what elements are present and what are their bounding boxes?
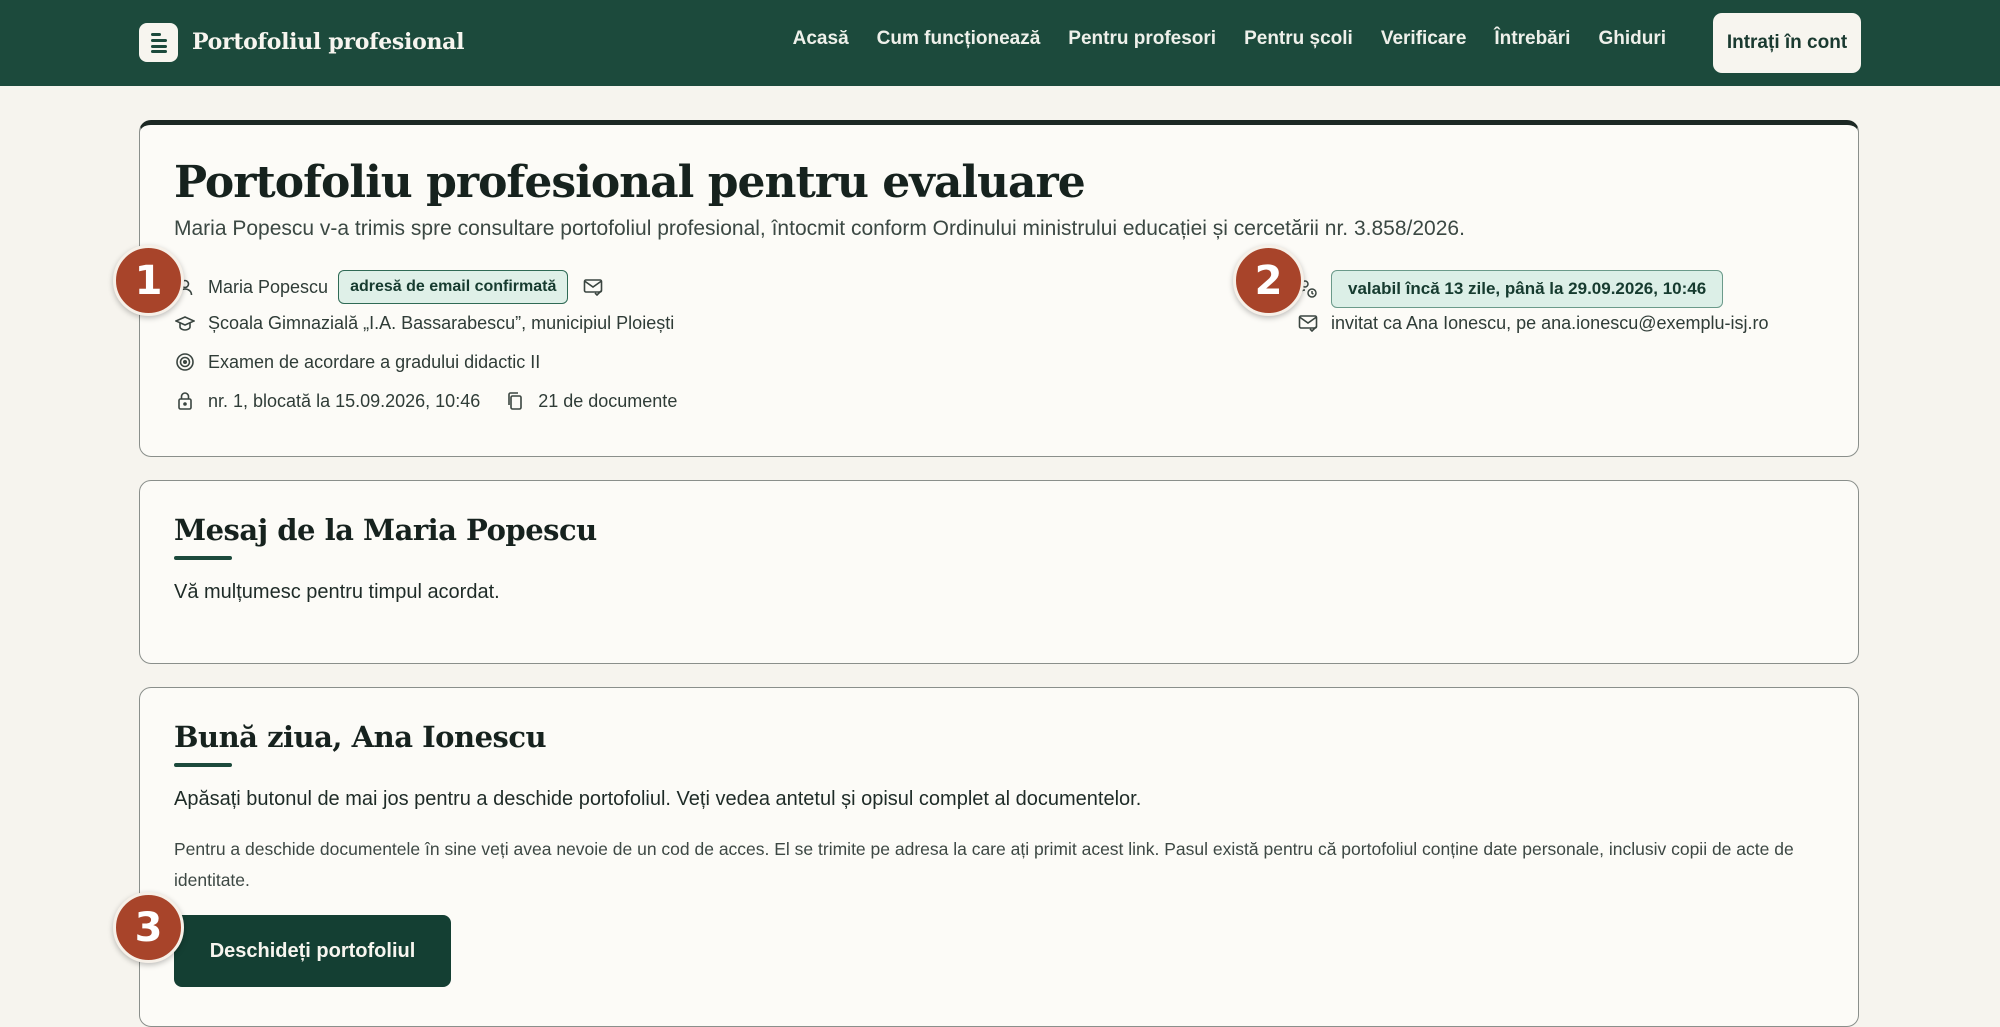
- brand-link[interactable]: [139, 22, 464, 62]
- school-name: Școala Gimnazială „I.A. Bassarabescu”, municipiul Ploiești: [208, 312, 675, 333]
- title-underline: [174, 763, 232, 767]
- validity-row: [1297, 270, 1723, 308]
- message-body: Vă mulțumesc pentru timpul acordat.: [174, 581, 500, 603]
- step-marker-2: 2: [1233, 245, 1304, 316]
- portfolio-subtitle: Maria Popescu v-a trimis spre consultare portofoliul profesional, întocmit conform Ordinului ministrului educației și cercetării nr. 3.858/2026.: [174, 217, 1465, 240]
- top-navigation-bar: [0, 0, 2000, 86]
- lock-docs-row: [174, 390, 677, 412]
- nav-link-intrebari[interactable]: Întrebări: [1494, 28, 1571, 49]
- greeting-lead: Apăsați butonul de mai jos pentru a deschide portofoliul. Veți vedea antetul și opisul complet al documentelor.: [174, 788, 1142, 810]
- target-icon: [174, 351, 196, 373]
- brand-name: Portofoliul profesional: [192, 29, 465, 55]
- mail-check-icon[interactable]: [582, 276, 604, 298]
- email-confirmed-badge: adresă de email confirmată: [338, 270, 568, 304]
- greeting-card: [139, 687, 1859, 1027]
- nav-link-ghiduri[interactable]: Ghiduri: [1598, 28, 1666, 49]
- portfolio-summary-card: [139, 120, 1859, 457]
- nav-link-acasa[interactable]: Acasă: [792, 28, 849, 49]
- message-title: Mesaj de la Maria Popescu: [174, 513, 597, 547]
- copy-icon: [504, 390, 526, 412]
- exam-type: Examen de acordare a gradului didactic II: [208, 351, 541, 372]
- step-marker-3: 3: [113, 892, 184, 963]
- nav-link-pentru-profesori[interactable]: Pentru profesori: [1068, 28, 1217, 49]
- invite-info: invitat ca Ana Ionescu, pe ana.ionescu@exemplu-isj.ro: [1331, 312, 1769, 333]
- graduation-cap-icon: [174, 312, 196, 334]
- step-marker-1: 1: [113, 245, 184, 316]
- school-row: [174, 312, 674, 334]
- open-portfolio-button[interactable]: Deschideți portofoliul: [174, 915, 451, 987]
- greeting-title: Bună ziua, Ana Ionescu: [174, 720, 547, 754]
- title-underline: [174, 556, 232, 560]
- invite-row: [1297, 312, 1769, 334]
- access-code-note: Pentru a deschide documentele în sine veți avea nevoie de un cod de acces. El se trimite pe adresa la care ați primit acest link. Pasul există pentru că portofoliul conține date personale, inclusiv copii de acte de identitate.: [174, 839, 1794, 890]
- main-nav: [793, 24, 1666, 54]
- lock-icon: [174, 390, 196, 412]
- owner-name: Maria Popescu: [208, 276, 329, 297]
- message-card: [139, 480, 1859, 664]
- nav-link-pentru-scoli[interactable]: Pentru școli: [1244, 28, 1353, 49]
- document-icon: [139, 23, 178, 62]
- mail-check-icon: [1297, 312, 1319, 334]
- login-button[interactable]: Intrați în cont: [1713, 13, 1861, 73]
- nav-link-verificare[interactable]: Verificare: [1380, 28, 1467, 49]
- exam-row: [174, 351, 540, 373]
- nav-link-cum-functioneaza[interactable]: Cum funcționează: [876, 28, 1041, 49]
- lock-info: nr. 1, blocată la 15.09.2026, 10:46: [208, 390, 481, 411]
- validity-badge: valabil încă 13 zile, până la 29.09.2026, 10:46: [1331, 270, 1723, 308]
- page-title: Portofoliu profesional pentru evaluare: [174, 157, 1085, 208]
- owner-row: [174, 270, 616, 304]
- documents-count: 21 de documente: [538, 390, 678, 411]
